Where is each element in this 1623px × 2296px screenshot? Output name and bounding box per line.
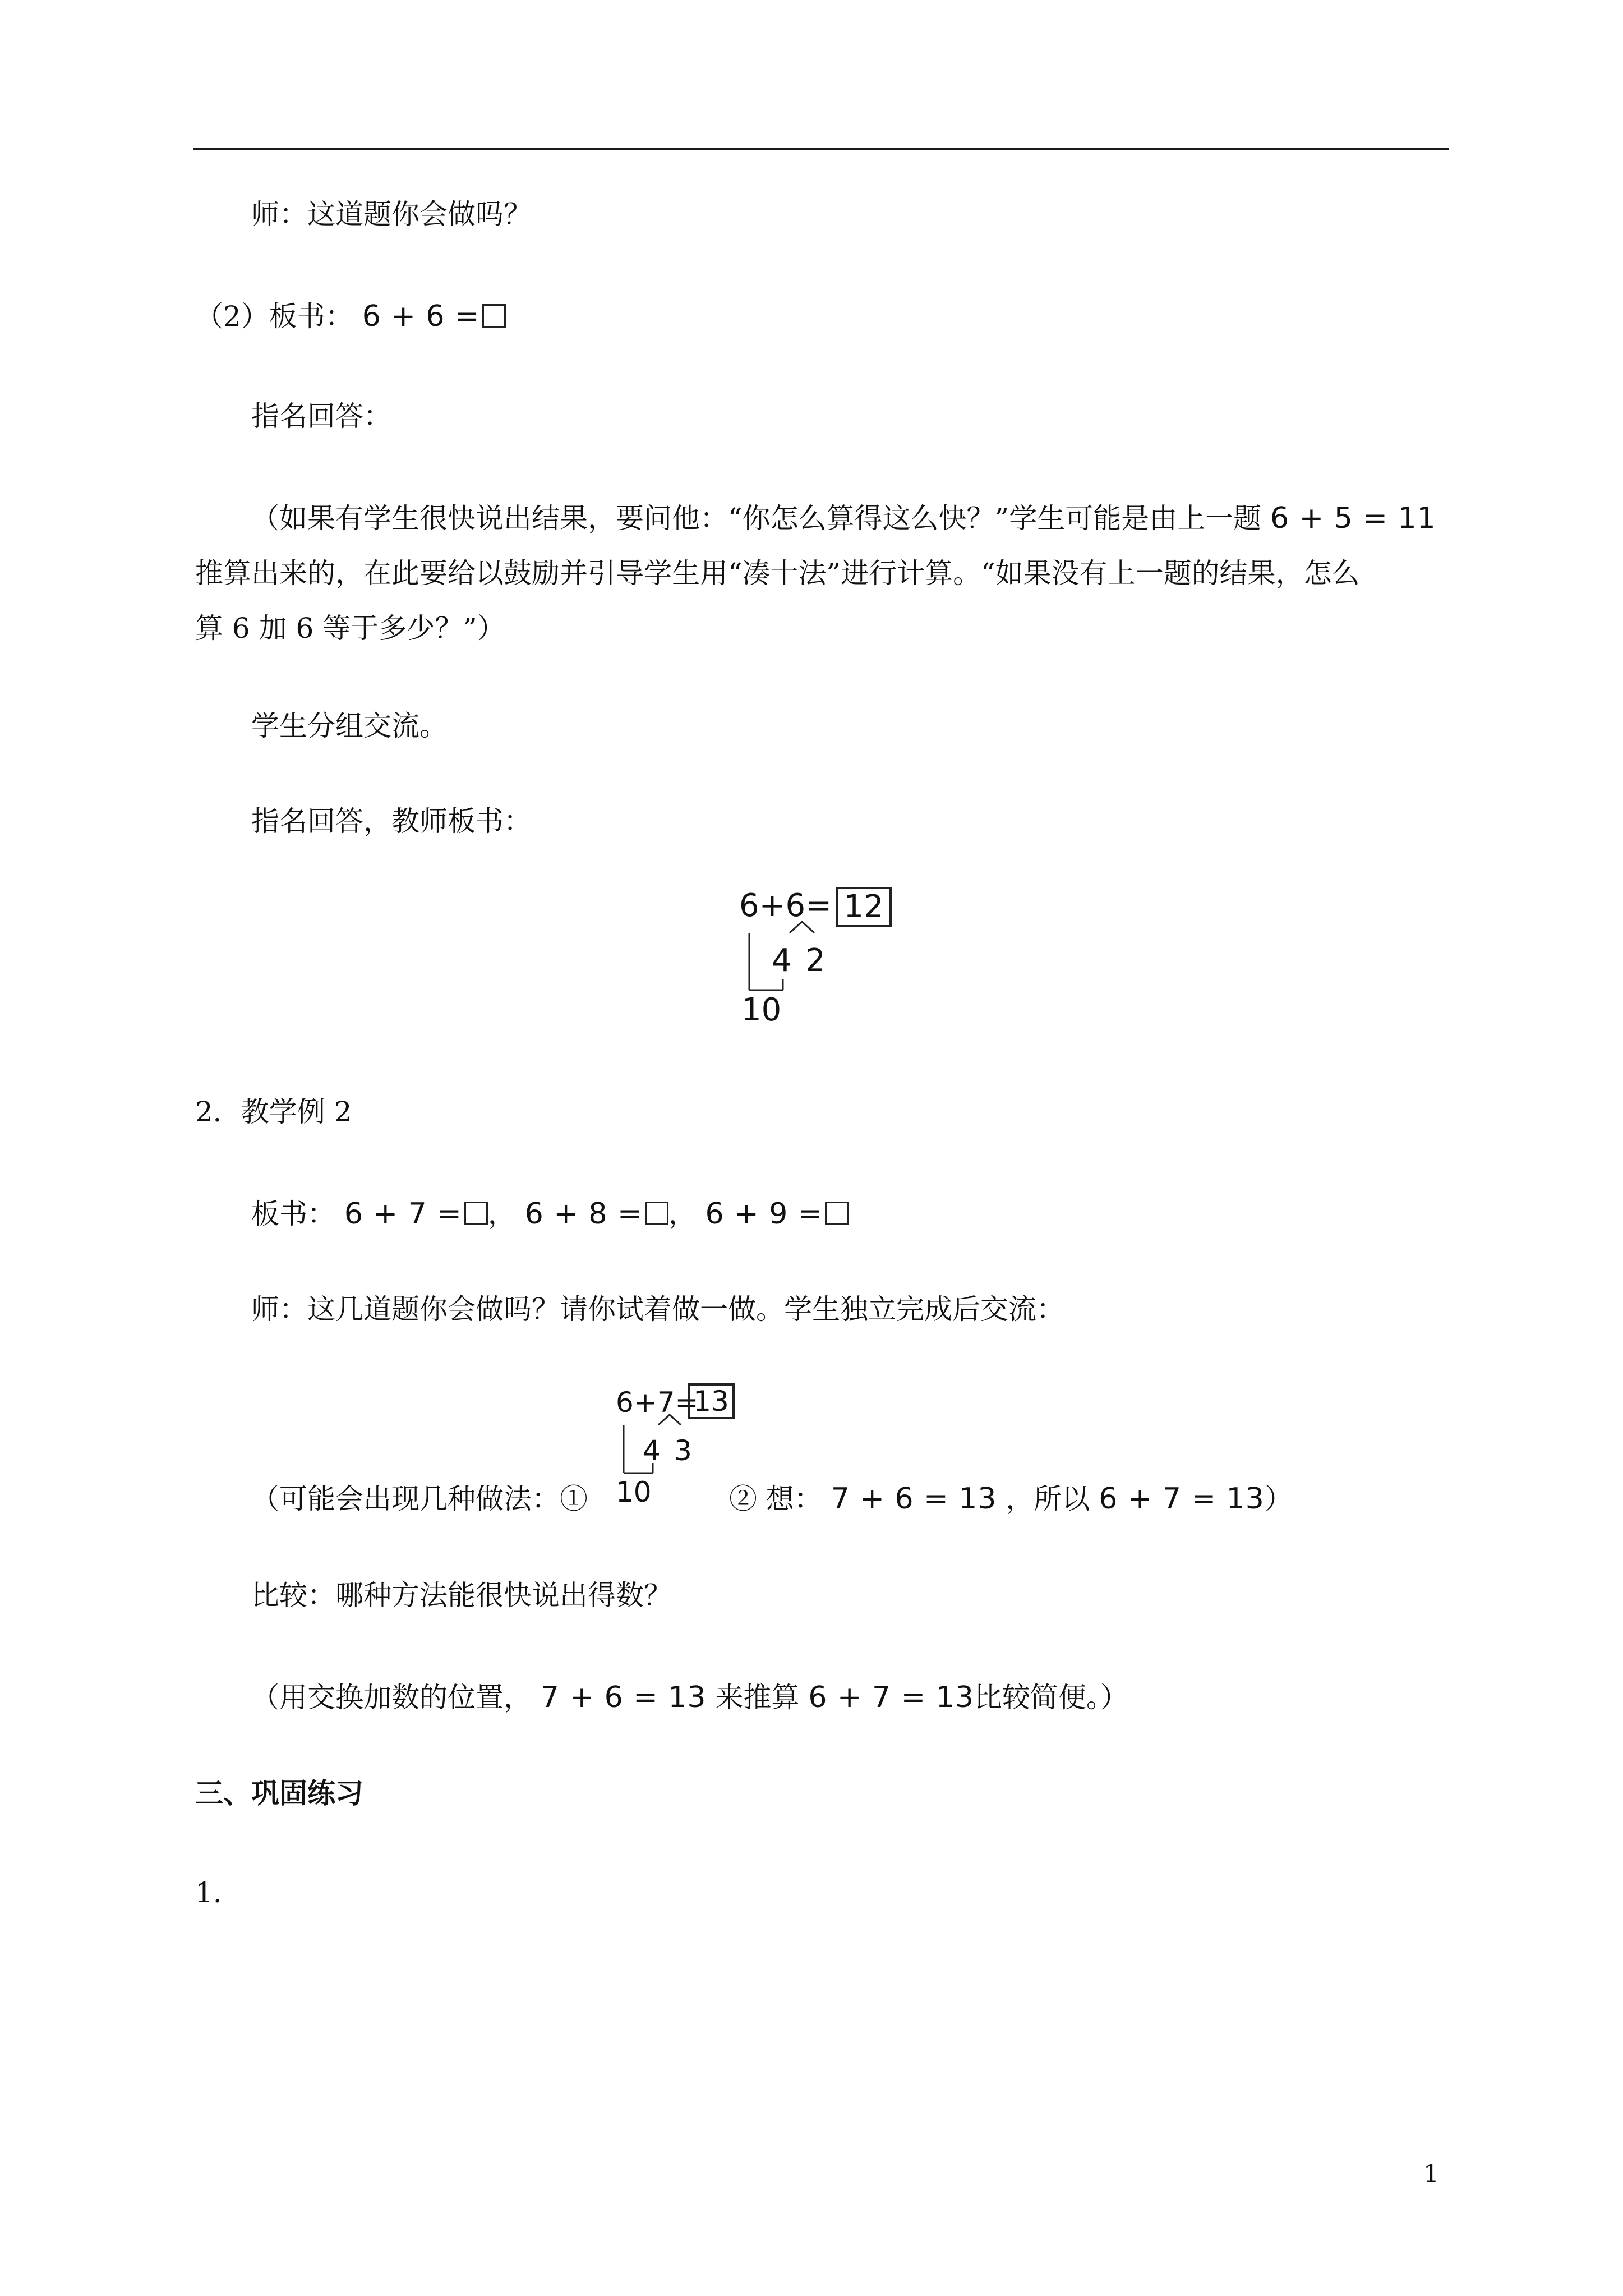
equation: 6 + 7 = 13 — [808, 1681, 974, 1714]
list-item: 1. — [195, 1876, 222, 1909]
text-line: 推算出来的，在此要给以鼓励并引导学生用“凑十法”进行计算。“如果没有上一题的结果，怎么 — [195, 557, 1360, 590]
paragraph-text: ② 想： — [729, 1483, 822, 1515]
text-line — [251, 500, 1436, 536]
diagram-split-a: 4 — [643, 1434, 661, 1467]
diagram-split-b: 3 — [674, 1434, 692, 1467]
text-line — [195, 298, 506, 334]
label-prefix: （2）板书： — [195, 300, 353, 333]
paragraph-text: 比较简便。） — [974, 1681, 1128, 1714]
equation: 6 + 7 = — [344, 1197, 462, 1231]
paragraph-text: （可能会出现几种做法：① — [251, 1483, 588, 1515]
text-line — [251, 1481, 588, 1517]
equation: 6 + 9 = — [705, 1197, 823, 1231]
diagram-split-a: 4 — [772, 942, 792, 979]
page-number: 1 — [1423, 2160, 1439, 2188]
text-line: 算 6 加 6 等于多少？”） — [195, 612, 505, 645]
equation: 6 + 8 = — [524, 1197, 643, 1231]
diagram-expression: 6+7= — [616, 1386, 699, 1419]
diagram-answer: 13 — [688, 1383, 735, 1419]
header-rule — [193, 148, 1449, 150]
answer-box — [482, 304, 506, 328]
label-prefix: 板书： — [251, 1198, 335, 1230]
diagram-answer: 12 — [836, 887, 892, 927]
paragraph-text: 来推算 — [715, 1681, 800, 1714]
answer-box — [645, 1202, 668, 1225]
section-heading: 三、巩固练习 — [195, 1777, 363, 1810]
equation: 7 + 6 = 13 — [831, 1482, 997, 1516]
diagram-expression: 6+6= — [739, 887, 832, 924]
diagram-split-b: 2 — [805, 942, 826, 979]
make-ten-diagram — [739, 889, 907, 1046]
diagram-ten: 10 — [616, 1476, 652, 1508]
equation: 6 + 7 = 13 — [1099, 1482, 1265, 1516]
text-line — [729, 1481, 1293, 1517]
separator: ， — [668, 1198, 697, 1230]
text-line: 指名回答，教师板书： — [251, 805, 532, 838]
text-line: 师：这道题你会做吗？ — [251, 198, 532, 231]
equation: 7 + 6 = 13 — [540, 1681, 707, 1714]
equation: 6 + 6 = — [362, 300, 480, 333]
paragraph-text: （如果有学生很快说出结果，要问他：“你怎么算得这么快？”学生可能是由上一题 — [251, 502, 1262, 535]
section-heading: 2．教学例 2 — [195, 1096, 352, 1128]
answer-box — [825, 1202, 849, 1225]
answer-box — [464, 1202, 488, 1225]
separator: ， — [487, 1198, 516, 1230]
text-line: 指名回答： — [251, 400, 391, 432]
equation: 6 + 5 = 11 — [1270, 501, 1436, 535]
paragraph-text: （用交换加数的位置， — [251, 1681, 532, 1714]
paragraph-text: ） — [1264, 1483, 1293, 1515]
text-line: 学生分组交流。 — [251, 710, 448, 742]
text-line — [251, 1196, 849, 1232]
text-line: 比较：哪种方法能很快说出得数？ — [251, 1579, 672, 1612]
text-line: 师：这几道题你会做吗？请你试着做一做。学生独立完成后交流： — [251, 1293, 1064, 1326]
paragraph-text: ，所以 — [1006, 1483, 1090, 1515]
text-line — [251, 1680, 1128, 1715]
diagram-ten: 10 — [741, 992, 782, 1028]
